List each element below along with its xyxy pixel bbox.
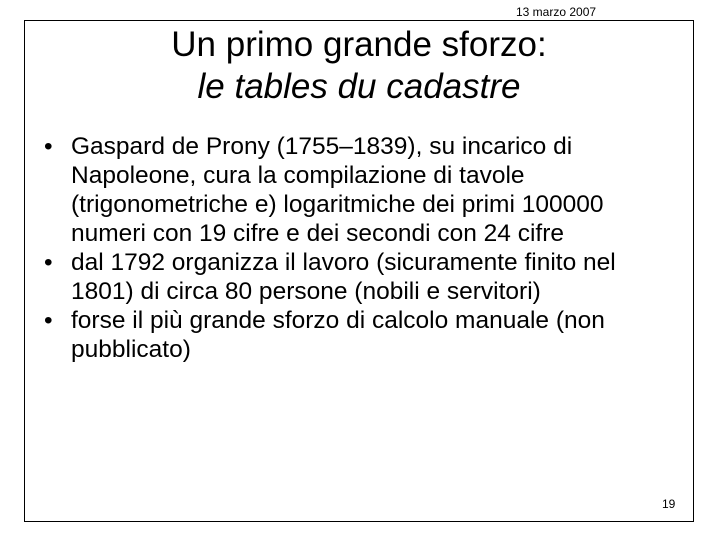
bullet-list <box>44 132 684 364</box>
title-line-2: le tables du cadastre <box>197 67 521 106</box>
bullet-dot-icon: • <box>44 133 53 160</box>
bullet-text: Gaspard de Prony (1755–1839), su incarico di Napoleone, cura la compilazione di tavole (trigonometriche e) logaritmiche dei primi 100000 numeri con 19 cifre e dei secondi con 24 cifre <box>71 133 604 247</box>
bullet-dot-icon: • <box>44 307 53 334</box>
bullet-text: forse il più grande sforzo di calcolo manuale (non pubblicato) <box>71 307 605 363</box>
bullet-text: dal 1792 organizza il lavoro (sicuramente finito nel 1801) di circa 80 persone (nobili e servitori) <box>71 249 616 305</box>
slide-number: 19 <box>662 497 676 511</box>
bullet-item <box>44 248 684 306</box>
bullet-item <box>44 306 684 364</box>
bullet-dot-icon: • <box>44 249 53 276</box>
bullet-item <box>44 132 684 248</box>
slide-date: 13 marzo 2007 <box>516 5 597 19</box>
title-line-1: Un primo grande sforzo: <box>171 25 547 64</box>
slide-title <box>24 24 694 108</box>
